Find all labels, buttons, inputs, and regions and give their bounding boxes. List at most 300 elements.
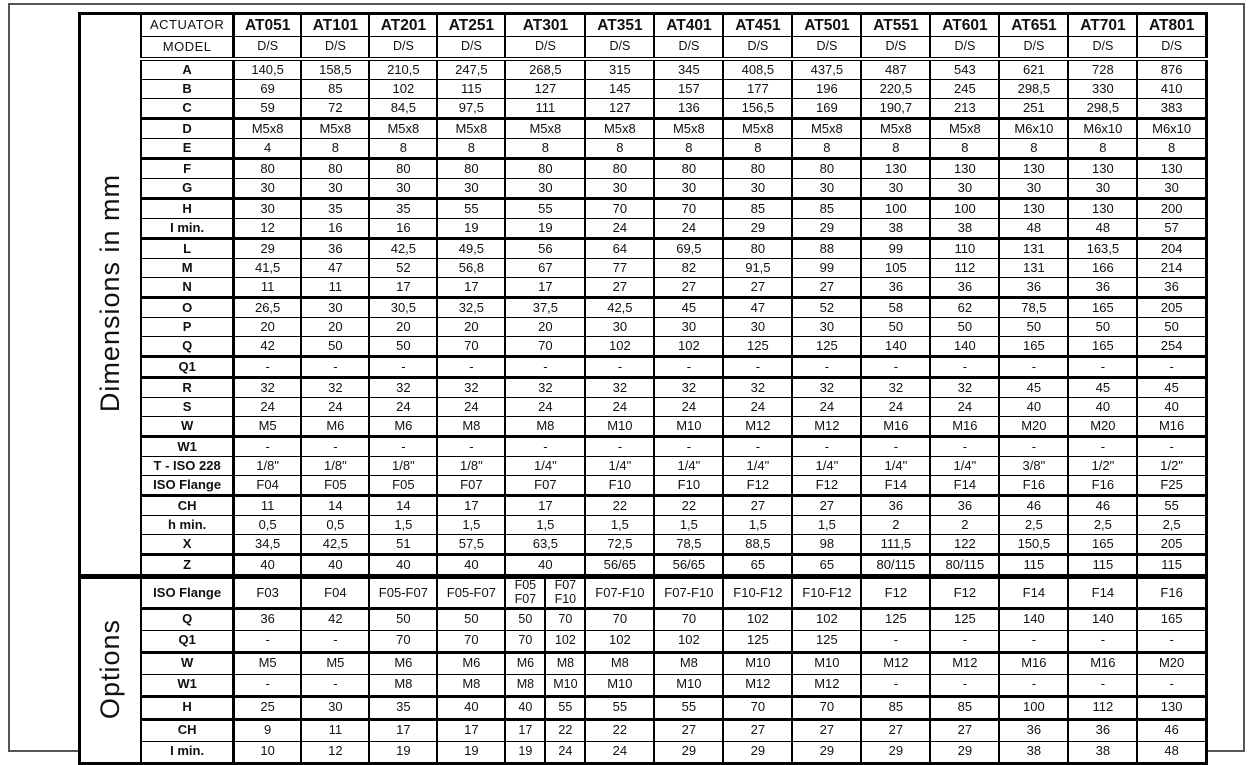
table-row (80, 239, 1207, 259)
option-cell-CH-AT551: 27 (861, 719, 930, 741)
cell-A-AT501: 437,5 (792, 59, 861, 80)
cell-H-AT551: 100 (861, 199, 930, 219)
table-row (80, 337, 1207, 357)
option-cell-CH-AT401: 27 (654, 719, 723, 741)
cell-CH-AT351: 22 (585, 496, 654, 516)
option-cell-Q-AT601: 125 (930, 608, 999, 630)
option-cell-Q-AT251: 50 (437, 608, 505, 630)
cell-X-AT401: 78,5 (654, 535, 723, 555)
option-row-label-Q1: Q1 (141, 630, 233, 652)
cell-ISO-Flange-AT101: F05 (301, 476, 369, 496)
cell-H-AT251: 55 (437, 199, 505, 219)
cell-R-AT101: 32 (301, 378, 369, 398)
cell-Z-AT201: 40 (369, 555, 437, 577)
column-header-AT551: AT551 (861, 14, 930, 37)
model-value-AT701: D/S (1068, 37, 1137, 60)
cell-Q-AT451: 125 (723, 337, 792, 357)
cell-R-AT501: 32 (792, 378, 861, 398)
cell-N-AT801: 36 (1137, 278, 1206, 298)
option-cell-Q-AT201: 50 (369, 608, 437, 630)
cell-L-AT351: 64 (585, 239, 654, 259)
cell-Q1-AT401: - (654, 357, 723, 378)
option-cell-I-min--AT801: 48 (1137, 741, 1206, 763)
cell-W-AT501: M12 (792, 417, 861, 437)
cell-C-AT651: 251 (999, 99, 1068, 119)
cell-ISO-Flange-AT601: F14 (930, 476, 999, 496)
row-label-A: A (141, 59, 233, 80)
table-row (80, 476, 1207, 496)
option-cell-W1-AT701: - (1068, 674, 1137, 696)
option-cell-H-AT301-a: 40 (505, 696, 545, 719)
option-cell-Q1-AT551: - (861, 630, 930, 652)
cell-F-AT301: 80 (505, 159, 585, 179)
option-cell-H-AT101: 30 (301, 696, 369, 719)
cell-C-AT701: 298,5 (1068, 99, 1137, 119)
cell-X-AT551: 111,5 (861, 535, 930, 555)
cell-P-AT551: 50 (861, 318, 930, 337)
cell-P-AT651: 50 (999, 318, 1068, 337)
column-header-AT701: AT701 (1068, 14, 1137, 37)
option-cell-CH-AT601: 27 (930, 719, 999, 741)
cell-W-AT351: M10 (585, 417, 654, 437)
cell-W1-AT801: - (1137, 437, 1206, 457)
cell-G-AT601: 30 (930, 179, 999, 199)
option-row-label-CH: CH (141, 719, 233, 741)
cell-H-AT601: 100 (930, 199, 999, 219)
cell-ISO-Flange-AT651: F16 (999, 476, 1068, 496)
cell-I-min--AT101: 16 (301, 219, 369, 239)
cell-G-AT201: 30 (369, 179, 437, 199)
cell-S-AT701: 40 (1068, 398, 1137, 417)
option-cell-ISO-Flange-AT701: F14 (1068, 577, 1137, 609)
cell-CH-AT451: 27 (723, 496, 792, 516)
cell-F-AT101: 80 (301, 159, 369, 179)
cell-O-AT651: 78,5 (999, 298, 1068, 318)
cell-M-AT551: 105 (861, 259, 930, 278)
cell-L-AT451: 80 (723, 239, 792, 259)
cell-W-AT301: M8 (505, 417, 585, 437)
row-label-M: M (141, 259, 233, 278)
cell-E-AT501: 8 (792, 139, 861, 159)
cell-ISO-Flange-AT701: F16 (1068, 476, 1137, 496)
option-cell-W-AT601: M12 (930, 652, 999, 674)
cell-W-AT601: M16 (930, 417, 999, 437)
cell-Q-AT251: 70 (437, 337, 505, 357)
option-cell-ISO-Flange-AT101: F04 (301, 577, 369, 609)
cell-P-AT701: 50 (1068, 318, 1137, 337)
row-label-N: N (141, 278, 233, 298)
cell-S-AT801: 40 (1137, 398, 1206, 417)
cell-h-min--AT601: 2 (930, 516, 999, 535)
option-cell-I-min--AT201: 19 (369, 741, 437, 763)
cell-S-AT251: 24 (437, 398, 505, 417)
option-cell-H-AT251: 40 (437, 696, 505, 719)
cell-W1-AT051: - (233, 437, 301, 457)
cell-D-AT201: M5x8 (369, 119, 437, 139)
cell-Q-AT501: 125 (792, 337, 861, 357)
dimensions-section-title: Dimensions in mm (94, 173, 125, 412)
cell-B-AT401: 157 (654, 80, 723, 99)
option-cell-CH-AT201: 17 (369, 719, 437, 741)
cell-P-AT351: 30 (585, 318, 654, 337)
row-label-H: H (141, 199, 233, 219)
cell-Q1-AT251: - (437, 357, 505, 378)
cell-T-ISO-228-AT101: 1/8" (301, 457, 369, 476)
model-value-AT251: D/S (437, 37, 505, 60)
cell-L-AT201: 42,5 (369, 239, 437, 259)
column-header-AT051: AT051 (233, 14, 301, 37)
cell-N-AT701: 36 (1068, 278, 1137, 298)
option-cell-W1-AT251: M8 (437, 674, 505, 696)
cell-D-AT701: M6x10 (1068, 119, 1137, 139)
cell-h-min--AT801: 2,5 (1137, 516, 1206, 535)
cell-E-AT601: 8 (930, 139, 999, 159)
cell-R-AT801: 45 (1137, 378, 1206, 398)
cell-I-min--AT551: 38 (861, 219, 930, 239)
model-value-AT051: D/S (233, 37, 301, 60)
cell-D-AT501: M5x8 (792, 119, 861, 139)
cell-A-AT101: 158,5 (301, 59, 369, 80)
cell-G-AT701: 30 (1068, 179, 1137, 199)
cell-O-AT101: 30 (301, 298, 369, 318)
cell-h-min--AT351: 1,5 (585, 516, 654, 535)
cell-S-AT051: 24 (233, 398, 301, 417)
option-cell-ISO-Flange-AT351: F07-F10 (585, 577, 654, 609)
option-cell-Q1-AT101: - (301, 630, 369, 652)
cell-B-AT251: 115 (437, 80, 505, 99)
model-value-AT351: D/S (585, 37, 654, 60)
cell-G-AT501: 30 (792, 179, 861, 199)
option-cell-W1-AT301-b: M10 (545, 674, 585, 696)
option-cell-CH-AT301-b: 22 (545, 719, 585, 741)
cell-E-AT551: 8 (861, 139, 930, 159)
cell-Q1-AT301: - (505, 357, 585, 378)
cell-CH-AT651: 46 (999, 496, 1068, 516)
cell-H-AT451: 85 (723, 199, 792, 219)
option-cell-W-AT551: M12 (861, 652, 930, 674)
cell-H-AT701: 130 (1068, 199, 1137, 219)
option-cell-W-AT701: M16 (1068, 652, 1137, 674)
option-cell-I-min--AT451: 29 (723, 741, 792, 763)
cell-D-AT051: M5x8 (233, 119, 301, 139)
cell-W-AT451: M12 (723, 417, 792, 437)
cell-O-AT301: 37,5 (505, 298, 585, 318)
cell-S-AT201: 24 (369, 398, 437, 417)
table-row (80, 80, 1207, 99)
cell-D-AT401: M5x8 (654, 119, 723, 139)
cell-W1-AT351: - (585, 437, 654, 457)
option-cell-ISO-Flange-AT501: F10-F12 (792, 577, 861, 609)
cell-W-AT701: M20 (1068, 417, 1137, 437)
cell-Q-AT401: 102 (654, 337, 723, 357)
column-header-AT101: AT101 (301, 14, 369, 37)
option-cell-Q-AT501: 102 (792, 608, 861, 630)
cell-R-AT451: 32 (723, 378, 792, 398)
cell-N-AT401: 27 (654, 278, 723, 298)
option-cell-Q1-AT351: 102 (585, 630, 654, 652)
row-label-S: S (141, 398, 233, 417)
cell-X-AT101: 42,5 (301, 535, 369, 555)
cell-S-AT351: 24 (585, 398, 654, 417)
cell-O-AT401: 45 (654, 298, 723, 318)
cell-E-AT401: 8 (654, 139, 723, 159)
cell-M-AT451: 91,5 (723, 259, 792, 278)
cell-E-AT301: 8 (505, 139, 585, 159)
cell-ISO-Flange-AT501: F12 (792, 476, 861, 496)
cell-P-AT301: 20 (505, 318, 585, 337)
cell-O-AT351: 42,5 (585, 298, 654, 318)
option-cell-W-AT301-a: M6 (505, 652, 545, 674)
option-row-label-H: H (141, 696, 233, 719)
column-header-AT201: AT201 (369, 14, 437, 37)
row-label-ISO-Flange: ISO Flange (141, 476, 233, 496)
cell-C-AT401: 136 (654, 99, 723, 119)
cell-G-AT251: 30 (437, 179, 505, 199)
option-cell-W1-AT101: - (301, 674, 369, 696)
column-header-AT501: AT501 (792, 14, 861, 37)
cell-E-AT051: 4 (233, 139, 301, 159)
option-cell-ISO-Flange-AT651: F14 (999, 577, 1068, 609)
cell-I-min--AT401: 24 (654, 219, 723, 239)
cell-D-AT451: M5x8 (723, 119, 792, 139)
cell-N-AT501: 27 (792, 278, 861, 298)
cell-P-AT251: 20 (437, 318, 505, 337)
cell-Q1-AT501: - (792, 357, 861, 378)
cell-T-ISO-228-AT451: 1/4" (723, 457, 792, 476)
cell-X-AT251: 57,5 (437, 535, 505, 555)
cell-W-AT251: M8 (437, 417, 505, 437)
option-cell-Q-AT051: 36 (233, 608, 301, 630)
option-cell-I-min--AT051: 10 (233, 741, 301, 763)
cell-F-AT551: 130 (861, 159, 930, 179)
cell-R-AT201: 32 (369, 378, 437, 398)
cell-S-AT101: 24 (301, 398, 369, 417)
model-header-label: MODEL (141, 37, 233, 60)
cell-P-AT501: 30 (792, 318, 861, 337)
option-cell-Q-AT301-b: 70 (545, 608, 585, 630)
cell-F-AT051: 80 (233, 159, 301, 179)
cell-X-AT201: 51 (369, 535, 437, 555)
option-cell-Q1-AT301-a: 70 (505, 630, 545, 652)
cell-Q-AT051: 42 (233, 337, 301, 357)
option-cell-W1-AT051: - (233, 674, 301, 696)
cell-Q-AT801: 254 (1137, 337, 1206, 357)
table-row (80, 535, 1207, 555)
table-row (80, 516, 1207, 535)
option-cell-Q-AT101: 42 (301, 608, 369, 630)
cell-N-AT351: 27 (585, 278, 654, 298)
option-cell-W1-AT651: - (999, 674, 1068, 696)
cell-h-min--AT101: 0,5 (301, 516, 369, 535)
model-value-AT101: D/S (301, 37, 369, 60)
cell-h-min--AT251: 1,5 (437, 516, 505, 535)
cell-C-AT501: 169 (792, 99, 861, 119)
cell-T-ISO-228-AT651: 3/8" (999, 457, 1068, 476)
cell-Z-AT051: 40 (233, 555, 301, 577)
table-row (80, 457, 1207, 476)
cell-E-AT101: 8 (301, 139, 369, 159)
cell-G-AT801: 30 (1137, 179, 1206, 199)
option-cell-I-min--AT101: 12 (301, 741, 369, 763)
cell-G-AT451: 30 (723, 179, 792, 199)
cell-I-min--AT801: 57 (1137, 219, 1206, 239)
cell-A-AT351: 315 (585, 59, 654, 80)
option-cell-H-AT551: 85 (861, 696, 930, 719)
column-header-AT601: AT601 (930, 14, 999, 37)
cell-H-AT201: 35 (369, 199, 437, 219)
table-row (80, 199, 1207, 219)
cell-R-AT601: 32 (930, 378, 999, 398)
cell-E-AT251: 8 (437, 139, 505, 159)
cell-R-AT701: 45 (1068, 378, 1137, 398)
cell-Q1-AT101: - (301, 357, 369, 378)
cell-I-min--AT051: 12 (233, 219, 301, 239)
option-cell-W-AT201: M6 (369, 652, 437, 674)
option-cell-Q1-AT401: 102 (654, 630, 723, 652)
table-row (80, 577, 1207, 609)
cell-B-AT201: 102 (369, 80, 437, 99)
cell-Q-AT101: 50 (301, 337, 369, 357)
option-cell-Q1-AT051: - (233, 630, 301, 652)
cell-h-min--AT051: 0,5 (233, 516, 301, 535)
cell-O-AT701: 165 (1068, 298, 1137, 318)
cell-S-AT501: 24 (792, 398, 861, 417)
cell-W1-AT251: - (437, 437, 505, 457)
model-value-AT201: D/S (369, 37, 437, 60)
option-cell-Q1-AT801: - (1137, 630, 1206, 652)
cell-Z-AT651: 115 (999, 555, 1068, 577)
option-cell-I-min--AT601: 29 (930, 741, 999, 763)
cell-F-AT651: 130 (999, 159, 1068, 179)
option-cell-H-AT701: 112 (1068, 696, 1137, 719)
cell-M-AT351: 77 (585, 259, 654, 278)
cell-ISO-Flange-AT551: F14 (861, 476, 930, 496)
table-row (80, 398, 1207, 417)
cell-B-AT551: 220,5 (861, 80, 930, 99)
cell-W-AT651: M20 (999, 417, 1068, 437)
option-cell-ISO-Flange-AT201: F05-F07 (369, 577, 437, 609)
cell-N-AT201: 17 (369, 278, 437, 298)
cell-Q1-AT651: - (999, 357, 1068, 378)
option-cell-W1-AT201: M8 (369, 674, 437, 696)
model-value-AT451: D/S (723, 37, 792, 60)
cell-D-AT301: M5x8 (505, 119, 585, 139)
cell-G-AT551: 30 (861, 179, 930, 199)
table-row (80, 119, 1207, 139)
cell-Q1-AT451: - (723, 357, 792, 378)
cell-S-AT451: 24 (723, 398, 792, 417)
cell-P-AT451: 30 (723, 318, 792, 337)
cell-B-AT101: 85 (301, 80, 369, 99)
column-header-AT351: AT351 (585, 14, 654, 37)
cell-Q-AT601: 140 (930, 337, 999, 357)
cell-M-AT651: 131 (999, 259, 1068, 278)
cell-L-AT651: 131 (999, 239, 1068, 259)
cell-P-AT051: 20 (233, 318, 301, 337)
cell-CH-AT251: 17 (437, 496, 505, 516)
cell-L-AT301: 56 (505, 239, 585, 259)
cell-ISO-Flange-AT301: F07 (505, 476, 585, 496)
row-label-F: F (141, 159, 233, 179)
cell-C-AT801: 383 (1137, 99, 1206, 119)
cell-I-min--AT601: 38 (930, 219, 999, 239)
option-cell-I-min--AT501: 29 (792, 741, 861, 763)
row-label-X: X (141, 535, 233, 555)
cell-CH-AT601: 36 (930, 496, 999, 516)
cell-G-AT401: 30 (654, 179, 723, 199)
table-row (80, 259, 1207, 278)
table-row (80, 59, 1207, 80)
column-header-AT651: AT651 (999, 14, 1068, 37)
option-cell-Q1-AT651: - (999, 630, 1068, 652)
cell-E-AT651: 8 (999, 139, 1068, 159)
cell-H-AT051: 30 (233, 199, 301, 219)
cell-A-AT051: 140,5 (233, 59, 301, 80)
option-cell-W-AT401: M8 (654, 652, 723, 674)
row-label-D: D (141, 119, 233, 139)
cell-Z-AT701: 115 (1068, 555, 1137, 577)
cell-F-AT351: 80 (585, 159, 654, 179)
cell-I-min--AT451: 29 (723, 219, 792, 239)
column-header-AT251: AT251 (437, 14, 505, 37)
cell-E-AT801: 8 (1137, 139, 1206, 159)
cell-A-AT401: 345 (654, 59, 723, 80)
option-cell-H-AT451: 70 (723, 696, 792, 719)
cell-T-ISO-228-AT201: 1/8" (369, 457, 437, 476)
cell-P-AT401: 30 (654, 318, 723, 337)
option-cell-CH-AT451: 27 (723, 719, 792, 741)
actuator-header-label: ACTUATOR (141, 14, 233, 37)
cell-X-AT501: 98 (792, 535, 861, 555)
cell-CH-AT401: 22 (654, 496, 723, 516)
cell-I-min--AT251: 19 (437, 219, 505, 239)
option-cell-W-AT051: M5 (233, 652, 301, 674)
option-cell-W-AT101: M5 (301, 652, 369, 674)
cell-ISO-Flange-AT351: F10 (585, 476, 654, 496)
cell-M-AT701: 166 (1068, 259, 1137, 278)
cell-M-AT201: 52 (369, 259, 437, 278)
cell-W1-AT201: - (369, 437, 437, 457)
cell-CH-AT101: 14 (301, 496, 369, 516)
cell-H-AT351: 70 (585, 199, 654, 219)
cell-F-AT701: 130 (1068, 159, 1137, 179)
option-cell-I-min--AT301-b: 24 (545, 741, 585, 763)
cell-h-min--AT301: 1,5 (505, 516, 585, 535)
cell-N-AT251: 17 (437, 278, 505, 298)
option-cell-CH-AT101: 11 (301, 719, 369, 741)
cell-X-AT801: 205 (1137, 535, 1206, 555)
cell-T-ISO-228-AT251: 1/8" (437, 457, 505, 476)
cell-L-AT101: 36 (301, 239, 369, 259)
option-cell-CH-AT351: 22 (585, 719, 654, 741)
cell-M-AT401: 82 (654, 259, 723, 278)
cell-D-AT351: M5x8 (585, 119, 654, 139)
options-section-label (80, 577, 142, 764)
cell-M-AT251: 56,8 (437, 259, 505, 278)
cell-H-AT501: 85 (792, 199, 861, 219)
cell-F-AT401: 80 (654, 159, 723, 179)
cell-S-AT301: 24 (505, 398, 585, 417)
cell-X-AT051: 34,5 (233, 535, 301, 555)
option-cell-H-AT401: 55 (654, 696, 723, 719)
option-cell-H-AT301-b: 55 (545, 696, 585, 719)
cell-C-AT251: 97,5 (437, 99, 505, 119)
cell-Q1-AT701: - (1068, 357, 1137, 378)
table-row (80, 674, 1207, 696)
option-cell-ISO-Flange-AT051: F03 (233, 577, 301, 609)
cell-I-min--AT651: 48 (999, 219, 1068, 239)
option-cell-ISO-Flange-AT551: F12 (861, 577, 930, 609)
